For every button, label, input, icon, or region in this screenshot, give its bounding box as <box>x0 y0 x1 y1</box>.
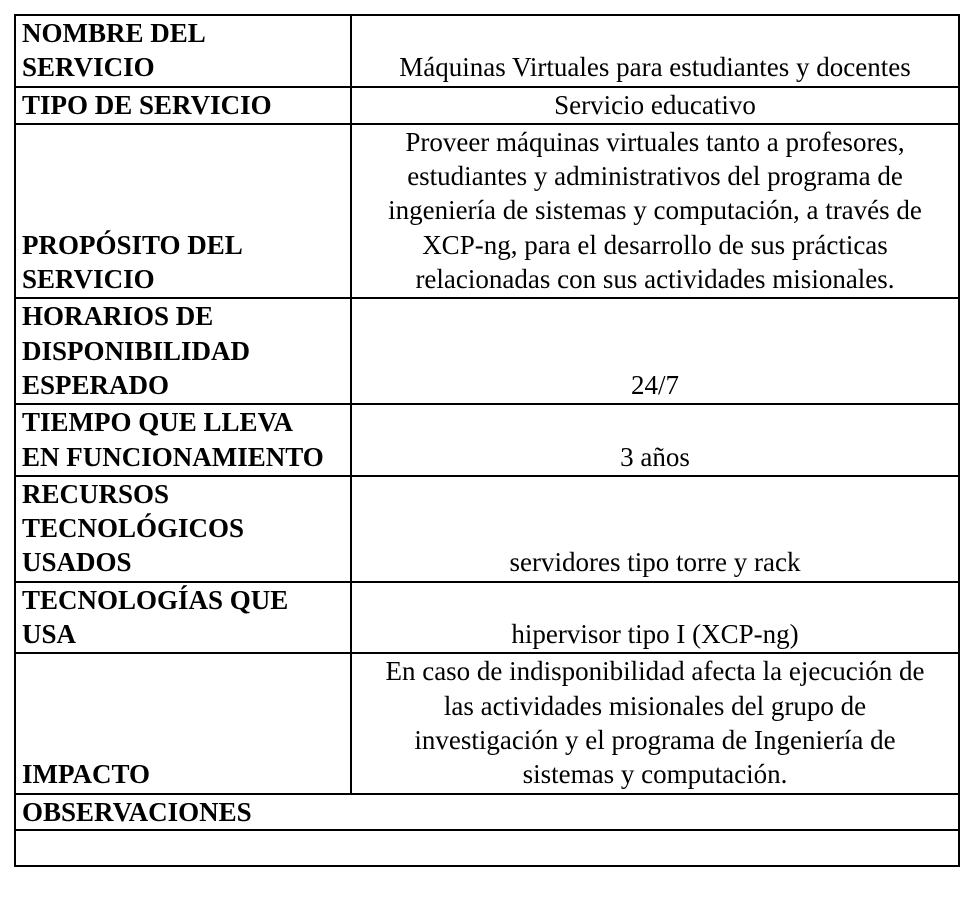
service-info-table <box>14 14 960 867</box>
label-line: USADOS <box>22 547 132 578</box>
label-line: TIPO DE SERVICIO <box>22 89 272 120</box>
row-recursos-tecnologicos <box>15 476 959 582</box>
value-line: estudiantes y administrativos del programa de <box>407 161 903 192</box>
label-line: USA <box>22 619 77 650</box>
label-nombre-servicio <box>15 15 351 87</box>
label-line: SERVICIO <box>22 52 155 83</box>
value-proposito-servicio <box>351 124 959 298</box>
value-line: Proveer máquinas virtuales tanto a profesores, <box>405 126 905 157</box>
label-tipo-servicio <box>15 87 351 124</box>
label-line: PROPÓSITO DEL <box>22 229 243 260</box>
label-horarios-disponibilidad <box>15 298 351 404</box>
row-tecnologias-usa <box>15 582 959 654</box>
value-line: XCP-ng, para el desarrollo de sus prácticas <box>422 229 888 260</box>
value-line: 24/7 <box>630 369 679 400</box>
label-tecnologias-usa <box>15 582 351 654</box>
value-line: relacionadas con sus actividades misionales. <box>415 264 895 295</box>
value-nombre-servicio <box>351 15 959 87</box>
label-recursos-tecnologicos <box>15 476 351 582</box>
value-line: las actividades misionales del grupo de <box>443 690 867 721</box>
label-line: NOMBRE DEL <box>22 18 206 48</box>
value-line: sistemas y computación. <box>522 759 788 790</box>
value-line: En caso de indisponibilidad afecta la ejecución de <box>385 656 925 687</box>
label-line: TECNOLÓGICOS <box>22 513 245 544</box>
value-horarios-disponibilidad <box>351 298 959 404</box>
value-impacto <box>351 653 959 793</box>
label-line: IMPACTO <box>22 759 150 790</box>
label-line: EN FUNCIONAMIENTO <box>22 441 324 472</box>
label-line: HORARIOS DE <box>22 301 214 332</box>
value-observaciones <box>15 830 959 866</box>
label-line: SERVICIO <box>22 264 155 295</box>
row-tipo-servicio <box>15 87 959 124</box>
label-line: DISPONIBILIDAD <box>22 335 251 366</box>
label-tiempo-funcionamiento <box>15 404 351 476</box>
row-observaciones <box>15 794 959 830</box>
row-proposito-servicio <box>15 124 959 298</box>
row-impacto <box>15 653 959 793</box>
value-line: Máquinas Virtuales para estudiantes y docentes <box>399 52 911 83</box>
row-tiempo-funcionamiento <box>15 404 959 476</box>
value-tipo-servicio <box>351 87 959 124</box>
row-nombre-servicio <box>15 15 959 87</box>
value-line: servidores tipo torre y rack <box>509 547 801 578</box>
value-recursos-tecnologicos <box>351 476 959 582</box>
value-tecnologias-usa <box>351 582 959 654</box>
label-line: RECURSOS <box>22 478 170 509</box>
value-line: Servicio educativo <box>554 89 756 120</box>
label-line: TIEMPO QUE LLEVA <box>22 407 294 438</box>
value-tiempo-funcionamiento <box>351 404 959 476</box>
value-line: hipervisor tipo I (XCP-ng) <box>511 619 799 650</box>
value-line: investigación y el programa de Ingeniería de <box>414 724 896 755</box>
value-line: ingeniería de sistemas y computación, a través de <box>388 195 922 226</box>
label-impacto <box>15 653 351 793</box>
value-line: 3 años <box>620 441 690 472</box>
row-horarios-disponibilidad <box>15 298 959 404</box>
label-line: ESPERADO <box>22 369 170 400</box>
label-proposito-servicio <box>15 124 351 298</box>
label-line: TECNOLOGÍAS QUE <box>22 584 289 615</box>
label-observaciones: OBSERVACIONES <box>15 794 959 830</box>
row-observaciones-value <box>15 830 959 866</box>
